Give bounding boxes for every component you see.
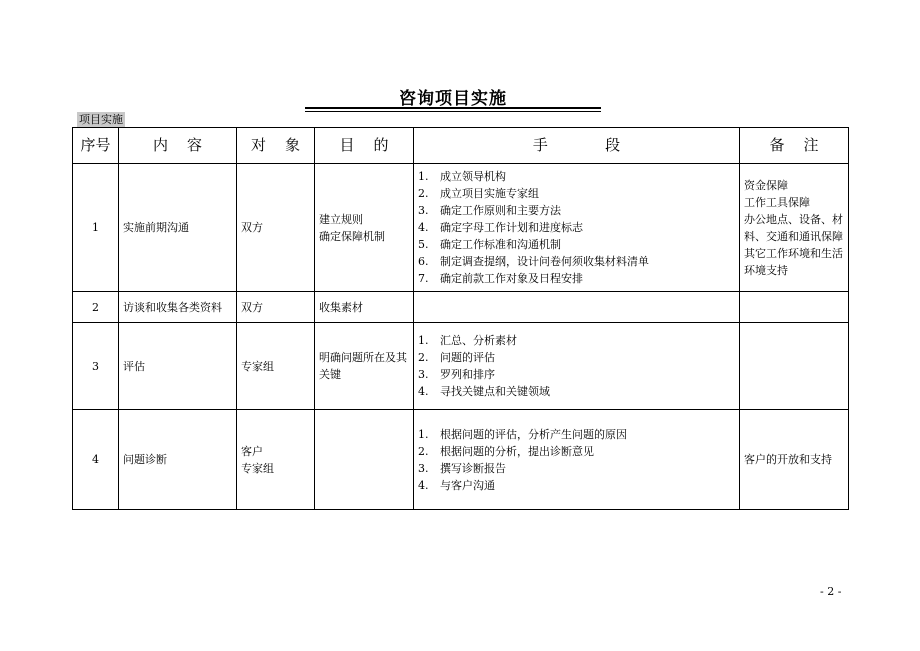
means-text: 确定字母工作计划和进度标志	[440, 221, 583, 234]
list-item	[418, 332, 735, 349]
list-item	[418, 236, 735, 253]
means-text: 确定工作原则和主要方法	[440, 204, 561, 217]
list-number: 2.	[418, 351, 429, 364]
list-item	[418, 270, 735, 287]
note-line: 资金保障	[744, 178, 788, 192]
header-target: 对 象	[237, 128, 315, 164]
title-rule-thick	[305, 107, 601, 109]
target-line: 专家组	[241, 359, 274, 373]
goal-line: 明确问题所在及其关键	[319, 351, 407, 381]
note-line: 工作工具保障	[744, 195, 810, 209]
cell-content	[119, 292, 237, 323]
means-text: 根据问题的评估，分析产生问题的原因	[440, 427, 627, 441]
list-number: 5.	[418, 238, 429, 251]
seq-text: 2	[92, 300, 99, 314]
list-number: 4.	[418, 221, 429, 234]
goal-line: 建立规则	[319, 212, 363, 226]
section-label: 项目实施	[79, 113, 123, 126]
header-seq: 序号	[73, 128, 119, 164]
list-item	[418, 202, 735, 219]
cell-seq	[73, 410, 119, 510]
list-item	[418, 443, 735, 460]
cell-content	[119, 410, 237, 510]
content-text: 访谈和收集各类资料	[123, 300, 222, 314]
title-rule-thin	[305, 111, 601, 112]
list-number: 1.	[418, 427, 429, 441]
means-list	[418, 332, 735, 400]
list-item	[418, 349, 735, 366]
cell-means	[414, 323, 740, 410]
cell-content	[119, 164, 237, 292]
cell-target	[237, 164, 315, 292]
seq-text: 3	[92, 359, 99, 373]
list-number: 3.	[418, 461, 429, 475]
means-text: 问题的评估	[440, 351, 495, 364]
cell-note	[740, 164, 849, 292]
content-text: 实施前期沟通	[123, 221, 189, 234]
header-content: 内 容	[119, 128, 237, 164]
list-item	[418, 168, 735, 185]
page-title: 咨询项目实施	[399, 89, 507, 109]
list-number: 4.	[418, 478, 429, 492]
header-note: 备 注	[740, 128, 849, 164]
table-row	[73, 292, 849, 323]
page-number: - 2 -	[820, 585, 842, 598]
goal-line: 收集素材	[319, 300, 363, 314]
cell-note	[740, 323, 849, 410]
cell-seq	[73, 323, 119, 410]
note-line: 客户的开放和支持	[744, 453, 832, 466]
means-text: 根据问题的分析，提出诊断意见	[440, 444, 594, 458]
table-row	[73, 164, 849, 292]
cell-means	[414, 292, 740, 323]
means-text: 制定调查提纲，设计问卷何须收集材料清单	[440, 255, 649, 268]
means-text: 确定前款工作对象及日程安排	[440, 272, 583, 285]
cell-goal	[315, 292, 414, 323]
seq-text: 1	[92, 221, 99, 234]
list-number: 2.	[418, 444, 429, 458]
cell-note	[740, 410, 849, 510]
means-text: 撰写诊断报告	[440, 461, 506, 475]
seq-text: 4	[92, 453, 99, 466]
means-text: 确定工作标准和沟通机制	[440, 238, 561, 251]
cell-seq	[73, 292, 119, 323]
cell-goal	[315, 164, 414, 292]
cell-goal	[315, 323, 414, 410]
list-item	[418, 219, 735, 236]
cell-target	[237, 410, 315, 510]
means-text: 成立领导机构	[440, 170, 506, 183]
means-list	[418, 426, 735, 494]
list-number: 1.	[418, 170, 429, 183]
means-text: 罗列和排序	[440, 368, 495, 381]
list-item	[418, 426, 735, 443]
list-number: 4.	[418, 385, 429, 398]
cell-note	[740, 292, 849, 323]
list-item	[418, 477, 735, 494]
note-line: 办公地点、设备、材料、交通和通讯保障	[744, 212, 843, 243]
target-line: 双方	[241, 221, 263, 234]
cell-seq	[73, 164, 119, 292]
goal-line: 确定保障机制	[319, 229, 385, 243]
list-number: 1.	[418, 334, 429, 347]
cell-target	[237, 323, 315, 410]
list-number: 3.	[418, 368, 429, 381]
list-number: 6.	[418, 255, 429, 268]
content-text: 评估	[123, 359, 145, 373]
list-number: 3.	[418, 204, 429, 217]
header-means: 手 段	[414, 128, 740, 164]
target-line: 双方	[241, 300, 263, 314]
means-text: 成立项目实施专家组	[440, 187, 539, 200]
list-item	[418, 185, 735, 202]
table-row	[73, 323, 849, 410]
list-item	[418, 460, 735, 477]
content-text: 问题诊断	[123, 453, 167, 466]
list-item	[418, 253, 735, 270]
target-line: 专家组	[241, 461, 274, 475]
means-text: 汇总、分析素材	[440, 334, 517, 347]
implementation-table	[72, 127, 849, 510]
list-item	[418, 366, 735, 383]
list-item	[418, 383, 735, 400]
note-line: 其它工作环境和生活环境支持	[744, 246, 843, 277]
header-goal: 目 的	[315, 128, 414, 164]
cell-content	[119, 323, 237, 410]
cell-target	[237, 292, 315, 323]
means-list	[418, 168, 735, 287]
table-row	[73, 410, 849, 510]
header-row	[73, 128, 849, 164]
cell-goal	[315, 410, 414, 510]
means-text: 寻找关键点和关键领域	[440, 385, 550, 398]
cell-means	[414, 164, 740, 292]
target-line: 客户	[241, 444, 263, 458]
cell-means	[414, 410, 740, 510]
list-number: 7.	[418, 272, 429, 285]
list-number: 2.	[418, 187, 429, 200]
means-text: 与客户沟通	[440, 478, 495, 492]
